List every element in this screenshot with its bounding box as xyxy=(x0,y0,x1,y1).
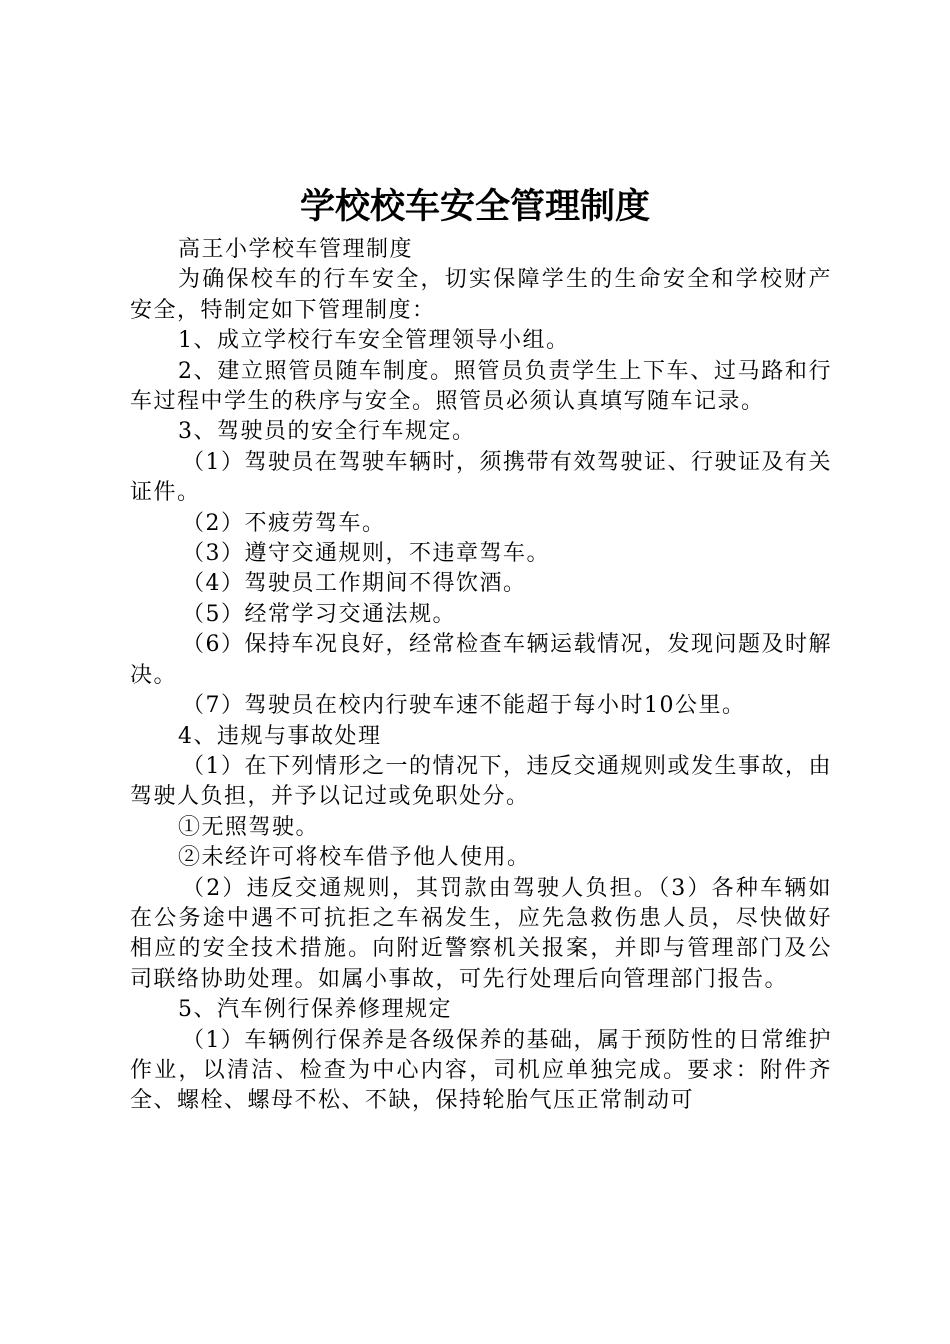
paragraph-sub-4-1-b: ②未经许可将校车借予他人使用。 xyxy=(178,845,531,871)
paragraph-sub-3-3: （3）遵守交通规则，不违章驾车。 xyxy=(182,541,550,567)
paragraph-item-3: 3、驾驶员的安全行车规定。 xyxy=(178,419,476,445)
paragraph-sub-3-1: （1）驾驶员在驾驶车辆时，须携带有效驾驶证、行驶证及有关证件。 xyxy=(130,449,832,506)
paragraph-sub-3-5: （5）经常学习交通法规。 xyxy=(182,601,456,627)
paragraph-item-2: 2、建立照管员随车制度。照管员负责学生上下车、过马路和行车过程中学生的秩序与安全。照管员必须认真填写随车记录。 xyxy=(130,358,832,415)
paragraph-intro: 为确保校车的行车安全，切实保障学生的生命安全和学校财产安全，特制定如下管理制度： xyxy=(130,267,832,323)
paragraph-item-1: 1、成立学校行车安全管理领导小组。 xyxy=(178,328,570,354)
paragraph-sub-3-7: （7）驾驶员在校内行驶车速不能超于每小时10公里。 xyxy=(182,693,746,719)
paragraph-sub-4-2-3: （2）违反交通规则，其罚款由驾驶人负担。（3）各种车辆如在公务途中遇不可抗拒之车祸发生，应先急救伤患人员，尽快做好相应的安全技术措施。向附近警察机关报案，并即与管理部门及公司联络协助处理。如属小事故，可先行处理后向管理部门报告。 xyxy=(130,875,832,992)
paragraph-heading: 高王小学校车管理制度 xyxy=(178,237,414,262)
paragraph-sub-4-1-a: ①无照驾驶。 xyxy=(178,814,320,840)
paragraph-item-5: 5、汽车例行保养修理规定 xyxy=(178,997,452,1023)
document-title: 学校校车安全管理制度 xyxy=(299,187,650,227)
paragraph-sub-3-6: （6）保持车况良好，经常检查车辆运载情况，发现问题及时解决。 xyxy=(130,632,832,688)
paragraph-item-4: 4、违规与事故处理 xyxy=(178,723,382,749)
paragraph-sub-5-1: （1）车辆例行保养是各级保养的基础，属于预防性的日常维护作业，以清洁、检查为中心内容，司机应单独完成。要求：附件齐全、螺栓、螺母不松、不缺，保持轮胎气压正常制动可 xyxy=(130,1027,832,1114)
paragraph-sub-3-4: （4）驾驶员工作期间不得饮酒。 xyxy=(182,571,527,597)
paragraph-sub-3-2: （2）不疲劳驾车。 xyxy=(182,510,386,536)
document-body xyxy=(130,235,832,1117)
paragraph-sub-4-1: （1）在下列情形之一的情况下，违反交通规则或发生事故，由驾驶人负担，并予以记过或免职处分。 xyxy=(130,753,832,810)
